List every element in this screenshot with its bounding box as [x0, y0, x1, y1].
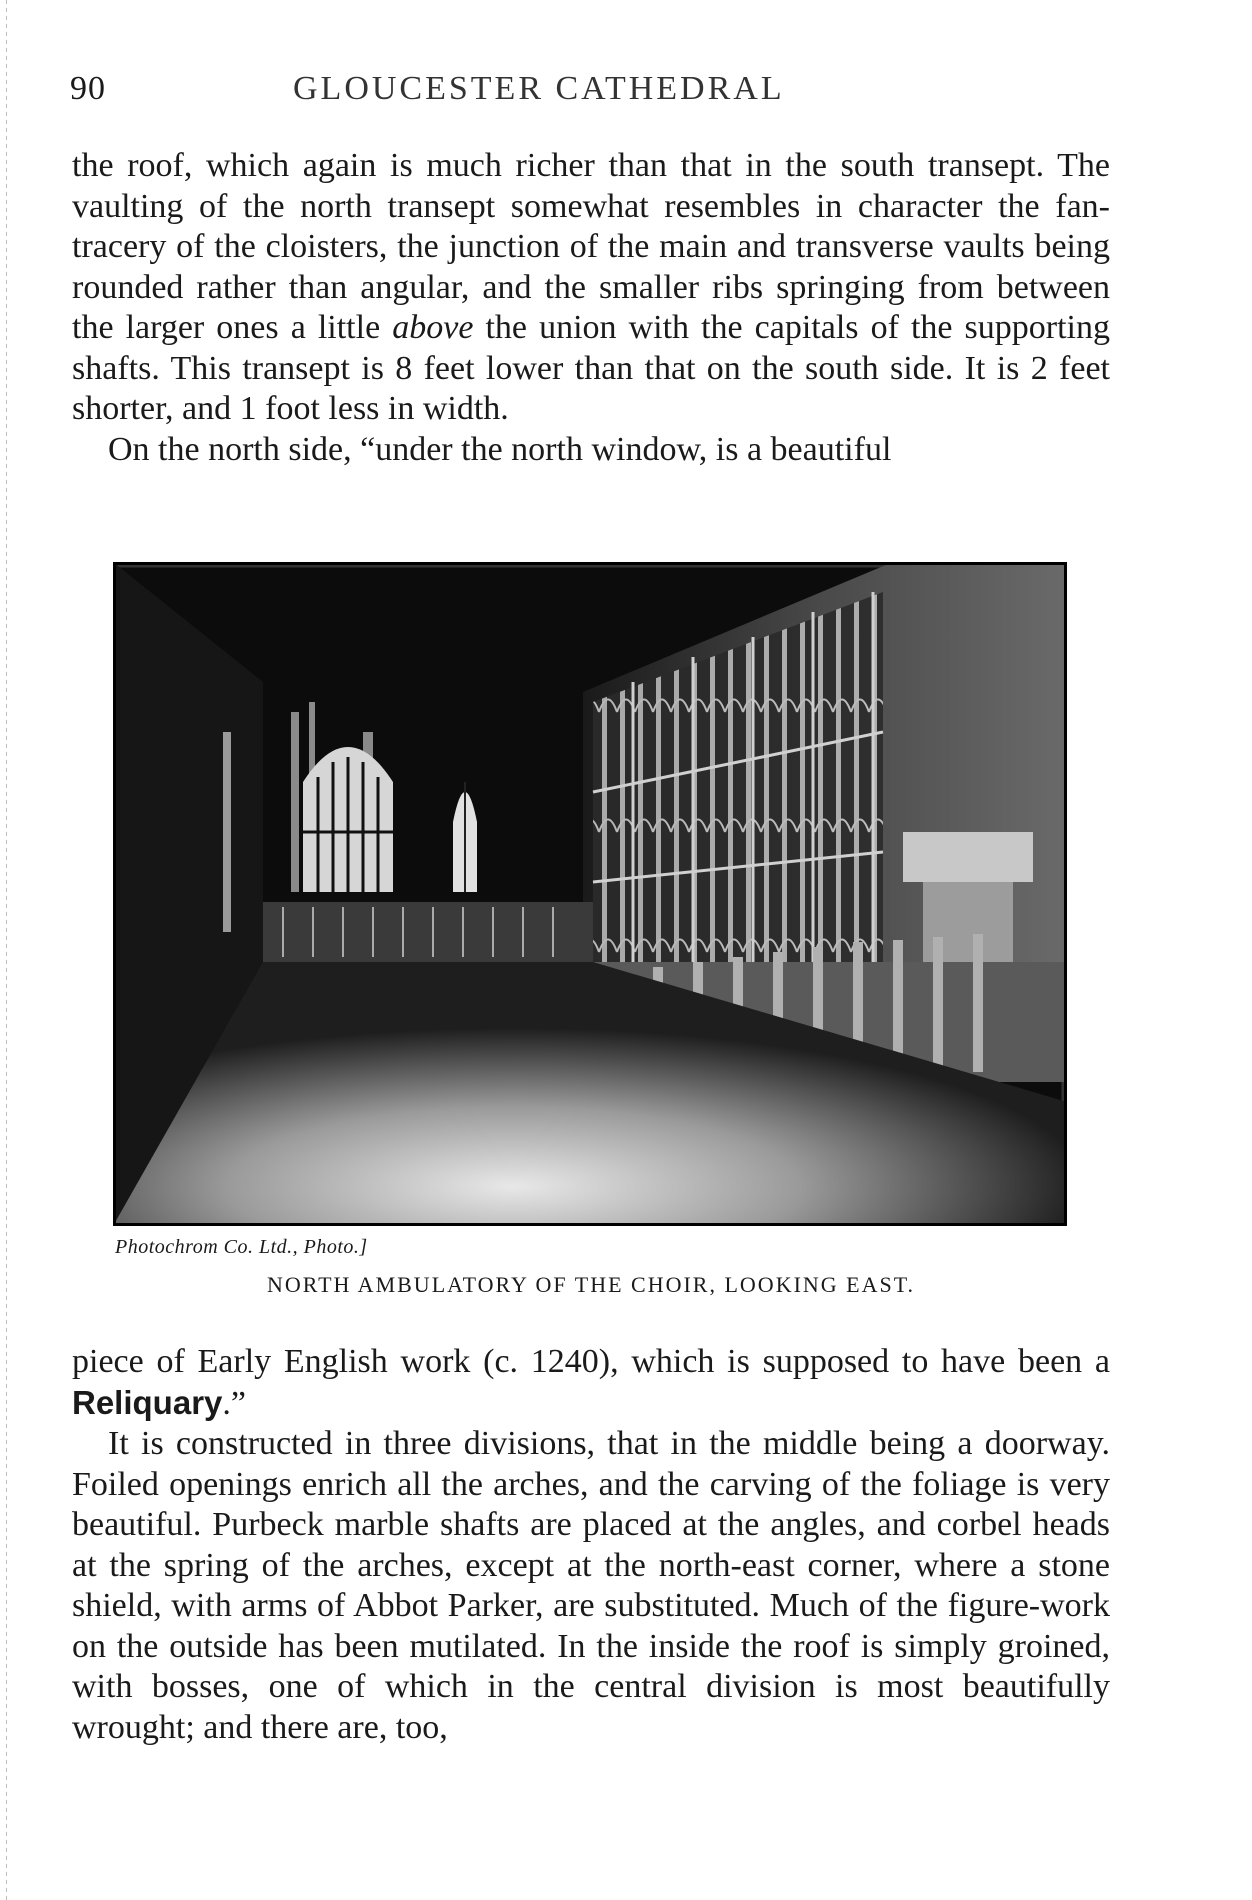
- body-text-bottom: [72, 1342, 1110, 1748]
- running-title: GLOUCESTER CATHEDRAL: [293, 70, 785, 107]
- paragraph: [72, 1342, 1110, 1424]
- page-number: 90: [70, 70, 106, 107]
- body-text-top: [72, 146, 1110, 470]
- bold-word: Reliquary: [72, 1383, 223, 1421]
- text-run: piece of Early English work (c. 1240), which is supposed to have been a: [72, 1343, 1110, 1380]
- text-run: the union with the capitals of the supporting shafts. This transept is 8 feet lower than that on the south side. It is 2 feet shorter, and 1 foot less in width.: [72, 309, 1110, 427]
- photo-plate: [113, 562, 1067, 1226]
- paragraph: It is constructed in three divisions, that in the middle being a doorway. Foiled openings enrich all the arches, and the carving of the foliage is very beautiful. Purbeck marble shafts are placed at the angles, and corbel heads at the spring of the arches, except at the north-east corner, where a stone shield, with arms of Abbot Parker, are substituted. Much of the figure-work on the outside has been mutilated. In the inside the roof is simply groined, with bosses, one of which in the central division is most beautifully wrought; and there are, too,: [72, 1425, 1110, 1746]
- text-run: .”: [222, 1384, 246, 1422]
- photo-credit: Photochrom Co. Ltd., Photo.]: [115, 1236, 368, 1258]
- cathedral-ambulatory-photo: [113, 562, 1067, 1226]
- page-edge-line: [6, 0, 7, 1900]
- figure-caption: NORTH AMBULATORY OF THE CHOIR, LOOKING EAST.: [266, 1272, 916, 1297]
- paragraph: [72, 146, 1110, 430]
- text-run: the roof, which again is much richer than that in the south transept. The vaulting of the north transept somewhat resembles in character the fan-tracery of the cloisters, the junction of the main and transverse vaults being rounded rather than angular, and the smaller ribs springing from between the larger ones a little: [72, 147, 1110, 346]
- paragraph: On the north side, “under the north window, is a beautiful: [108, 430, 892, 468]
- page-header: [70, 62, 1110, 112]
- far-window: [303, 747, 393, 892]
- emphasized-word: above: [392, 309, 474, 346]
